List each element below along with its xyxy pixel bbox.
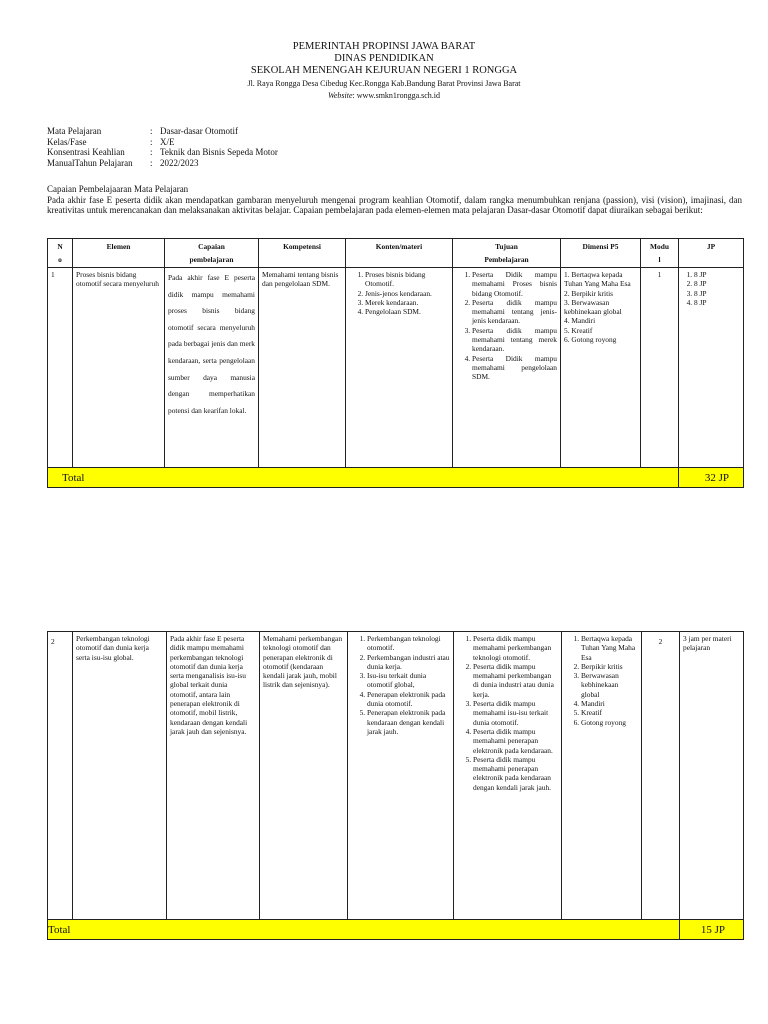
list-item: 3. 8 JP [694, 289, 740, 298]
header-jp: JP [679, 239, 744, 268]
table-row [48, 268, 744, 468]
capaian-section [47, 184, 742, 216]
header-no: N o [48, 239, 73, 268]
list-item: 3. Peserta didik mampu memahami tentang merek kendaraan. [472, 326, 557, 354]
cell-jp: 3 jam per materi pelajaran [680, 632, 744, 920]
cell-capaian: Pada akhir fase E peserta didik mampu memahami proses bisnis bidang otomotif secara menyeluruh pada berbagai jenis dan merk kendaraan, serta pengelolaan sumber daya manusia dengan memperhatikan potensi dan kearifan lokal. [165, 268, 259, 468]
cell-elemen: Perkembangan teknologi otomotif dan dunia kerja serta isu-isu global. [73, 632, 167, 920]
list-item: 2. Perkembangan industri atau dunia kerja. [367, 653, 450, 672]
list-item: 5. Kreatif [581, 708, 638, 717]
list-item: 3. Merek kendaraan. [365, 298, 449, 307]
capaian-text: Pada akhir fase E peserta didik akan mendapatkan gambaran menyeluruh mengenai program keahlian Otomotif, dalam rangka menumbuhkan renjana (passion), visi (vision), imajinasi, dan kreativitas untuk merencanakan dan melaksanakan aktivitas belajar. Capaian pembelajaran pada elemen-elemen mata pelajaran Dasar-dasar Otomotif dapat diuraikan sebagai berikut: [47, 194, 742, 216]
cell-konten [346, 268, 453, 468]
list-item: 4. Mandiri [564, 316, 596, 326]
list-item: 1. Bertaqwa kepada Tuhan Yang Maha Esa [564, 270, 631, 289]
total-label: Total [48, 920, 680, 940]
header-capaian: Capaian pembelajaran [165, 239, 259, 268]
list-item: 4. 8 JP [694, 298, 740, 307]
total-row [48, 920, 744, 940]
list-item: 1. Peserta didik mampu memahami perkembangan teknologi otomotif. [473, 634, 558, 662]
header-website [0, 90, 768, 101]
meta-key: Kelas/Fase [47, 136, 87, 147]
website-label: Website [327, 91, 353, 100]
list-item: 1. Bertaqwa kepada Tuhan Yang Maha Esa [581, 634, 638, 662]
list-item: 2. Berpikir kritis [564, 288, 614, 298]
table-row [48, 632, 744, 920]
header-elemen: Elemen [73, 239, 165, 268]
cell-capaian: Pada akhir fase E peserta didik mampu memahami perkembangan teknologi otomotif dan dunia kerja serta menganalisis isu-isu global terkait dunia otomotif, antara lain penerapan elektronik di otomotif, mobil listrik, kendaraan dengan kendali jarak jauh dan sejenisnya. [167, 632, 260, 920]
cell-elemen: Proses bisnis bidang otomotif secara menyeluruh [73, 268, 165, 468]
list-item: 4. Peserta didik mampu memahami penerapan elektronik pada kendaraan. [473, 727, 558, 755]
cell-modul: 1 [641, 268, 679, 468]
cell-jp [679, 268, 744, 468]
curriculum-table-1 [47, 238, 744, 488]
total-row [48, 468, 744, 488]
meta-key: Mata Pelajaran [47, 126, 102, 136]
capaian-title: Capaian Pembelajaaran Mata Pelajaran [47, 184, 189, 194]
list-item: 1. Peserta Didik mampu memahami Proses bisnis bidang Otomotif. [472, 270, 557, 298]
cell-konten [348, 632, 454, 920]
cell-tujuan [453, 268, 561, 468]
cell-dimensi [561, 268, 641, 468]
list-item: 4. Peserta Didik mampu memahami pengelolaan SDM. [472, 354, 557, 382]
header-modul: Modu l [641, 239, 679, 268]
list-item: 5. Kreatif [564, 325, 593, 335]
list-item: 4. Mandiri [581, 699, 638, 708]
list-item: 3. Peserta didik mampu memahami isu-isu terkait dunia otomotif. [473, 699, 558, 727]
header-konten: Konten/materi [346, 239, 453, 268]
list-item: 3. Isu-isu terkait dunia otomotif global, [367, 671, 450, 690]
meta-value: Dasar-dasar Otomotif [160, 126, 239, 136]
list-item: 6. Gotong royong [564, 335, 617, 345]
curriculum-table-2 [47, 631, 744, 940]
total-value: 15 JP [680, 920, 744, 940]
cell-no: 2 [48, 632, 73, 920]
header-tujuan: Tujuan Pembelajaran [453, 239, 561, 268]
cell-no: 1 [48, 268, 73, 468]
meta-key: Konsentrasi Keahlian [47, 147, 125, 158]
list-item: 4. Penerapan elektronik pada dunia otomotif. [367, 690, 450, 709]
list-item: 2. Peserta didik mampu memahami tentang jenis-jenis kendaraan. [472, 298, 557, 326]
header-line-school: SEKOLAH MENENGAH KEJURUAN NEGERI 1 RONGGA [250, 65, 518, 76]
list-item: 2. Peserta didik mampu memahami perkembangan di dunia industri atau dunia kerja. [473, 662, 558, 699]
cell-kompetensi: Memahami tentang bisnis dan pengelolaan SDM. [259, 268, 346, 468]
table-header-row [48, 239, 744, 268]
list-item: 2. Berpikir kritis [581, 662, 638, 671]
list-item: 2. 8 JP [694, 279, 740, 288]
list-item: 3. Berwawasan kebhinekaan global [564, 297, 622, 317]
meta-key: ManualTahun Pelajaran [47, 157, 133, 168]
meta-value: Teknik dan Bisnis Sepeda Motor [160, 147, 278, 158]
cell-tujuan [454, 632, 562, 920]
list-item: 1. Proses bisnis bidang Otomotif. [365, 270, 449, 289]
list-item: 1. Perkembangan teknologi otomotif. [367, 634, 450, 653]
list-item: 1. 8 JP [694, 270, 740, 279]
list-item: 2. Jenis-jenos kendaraan. [365, 289, 449, 298]
subject-meta: Mata Pelajaran : Dasar-dasar Otomotif Kelas/Fase : X/E Konsentrasi Keahlian : Teknik dan Bisnis Sepeda Motor ManualTahun Pelajaran : 2022/2023 [47, 126, 278, 168]
list-item: 3. Berwawasan kebhinekaan global [581, 671, 638, 699]
total-value: 32 JP [679, 468, 744, 488]
header-address: Jl. Raya Rongga Desa Cibedug Kec.Rongga Kab.Bandung Barat Provinsi Jawa Barat [247, 79, 521, 88]
total-label: Total [48, 468, 679, 488]
header-dimensi: Dimensi P5 [561, 239, 641, 268]
meta-value: X/E [160, 136, 175, 147]
header-kompetensi: Kompetensi [259, 239, 346, 268]
list-item: 5. Peserta didik mampu memahami penerapan elektronik pada kendaraan dengan kendali jarak jauh. [473, 755, 558, 792]
header-line-government: PEMERINTAH PROPINSI JAWA BARAT [292, 41, 476, 52]
header-line-department: DINAS PENDIDIKAN [334, 53, 434, 64]
list-item: 5. Penerapan elektronik pada kendaraan dengan kendali jarak jauh. [367, 708, 450, 736]
cell-modul: 2 [642, 632, 680, 920]
cell-dimensi [562, 632, 642, 920]
list-item: 6. Gotong royong [581, 718, 638, 727]
meta-value: 2022/2023 [160, 157, 199, 168]
website-url: : www.smkn1rongga.sch.id [352, 91, 441, 100]
list-item: 4. Pengelolaan SDM. [365, 307, 449, 316]
cell-kompetensi: Memahami perkembangan teknologi otomotif dan penerapan elektronik di otomotif (kendaraan kendali jarak jauh, mobil listrik dan sejenisnya). [260, 632, 348, 920]
